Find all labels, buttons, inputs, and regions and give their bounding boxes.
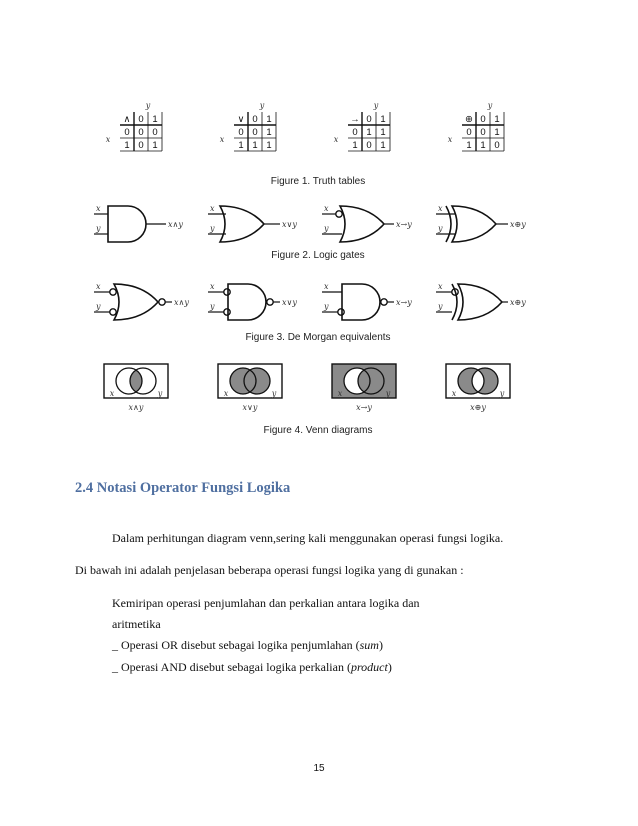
gate-label-x: x — [438, 282, 443, 291]
and-gate — [94, 204, 183, 242]
gate-label-y: y — [210, 302, 215, 311]
list-item-or-term: sum — [359, 638, 379, 652]
truth-table-cell: 1 — [466, 140, 472, 151]
venn-caption-label: x→y — [356, 403, 372, 412]
list-item-and — [112, 660, 392, 675]
truth-table-cell: 1 — [352, 140, 358, 151]
list-item-and-suffix: ) — [387, 660, 392, 674]
truth-table-cell: 0 — [238, 127, 244, 138]
or-gate-body — [220, 206, 264, 242]
implication-gate-body — [340, 206, 384, 242]
demorgan-and-output-label: x∧y — [174, 298, 189, 307]
demorgan-implication-body — [342, 284, 380, 320]
truth-table-operator: → — [350, 114, 360, 125]
demorgan-xor-output-label: x⊕y — [510, 298, 526, 307]
venn-label-y: y — [385, 389, 391, 398]
or-gate — [208, 204, 297, 242]
demorgan-xor-gate — [436, 282, 526, 320]
xor-gate — [436, 204, 526, 242]
truth-table-var-y: y — [373, 101, 379, 110]
list-item-or-suffix: ) — [378, 638, 383, 652]
truth-table-cell: 1 — [494, 127, 500, 138]
list-item-and-prefix: _ Operasi AND disebut sebagai logika perkalian ( — [112, 660, 351, 674]
demorgan-or-gate — [208, 282, 297, 320]
truth-table-cell: 1 — [380, 140, 386, 151]
truth-table-cell: 0 — [152, 127, 158, 138]
truth-table-var-x: x — [219, 135, 225, 144]
truth-table-cell: 1 — [266, 127, 272, 138]
truth-table-header-cell: 0 — [138, 114, 144, 125]
venn-label-x: x — [337, 389, 343, 398]
gate-label-y: y — [438, 224, 443, 233]
gate-label-x: x — [96, 282, 101, 291]
venn-label-y: y — [271, 389, 277, 398]
truth-table-var-y: y — [145, 101, 151, 110]
truth-table-header-cell: 0 — [252, 114, 258, 125]
demorgan-implication-gate — [322, 282, 412, 320]
truth-table-header-cell: 1 — [152, 114, 158, 125]
truth-table-cell: 0 — [138, 127, 144, 138]
demorgan-implication-bubble-out — [381, 299, 387, 305]
truth-table-cell: 0 — [466, 127, 472, 138]
venn-label-y: y — [499, 389, 505, 398]
figures-svg — [90, 96, 546, 442]
paragraph-similarity-cont: aritmetika — [112, 617, 161, 631]
demorgan-or-bubble-out — [267, 299, 273, 305]
gate-label-y: y — [96, 224, 101, 233]
xor-gate-extra-curve — [446, 206, 451, 242]
gate-label-x: x — [210, 282, 215, 291]
gate-label-y: y — [438, 302, 443, 311]
implication-gate-output-label: x→y — [396, 220, 412, 229]
section-heading: 2.4 Notasi Operator Fungsi Logika — [75, 480, 291, 496]
truth-table-header-cell: 1 — [266, 114, 272, 125]
venn-diagram-3 — [332, 364, 396, 412]
and-gate-body — [108, 206, 146, 242]
xor-gate-body — [452, 206, 496, 242]
truth-table-var-y: y — [259, 101, 265, 110]
truth-table-header-cell: 1 — [380, 114, 386, 125]
figure-4-caption: Figure 4. Venn diagrams — [263, 425, 373, 436]
truth-table-cell: 0 — [366, 140, 372, 151]
truth-table-cell: 1 — [124, 140, 130, 151]
paragraph-intro: Dalam perhitungan diagram venn,sering kali menggunakan operasi fungsi logika. — [112, 531, 504, 545]
truth-table-cell: 0 — [480, 127, 486, 138]
list-item-or-prefix: _ Operasi OR disebut sebagai logika penjumlahan ( — [112, 638, 360, 652]
truth-table-header-cell: 0 — [480, 114, 486, 125]
truth-table-cell: 0 — [352, 127, 358, 138]
list-item-or — [112, 638, 383, 653]
implication-gate-bubble — [336, 211, 342, 217]
demorgan-or-bubble-x — [224, 289, 230, 295]
gate-label-x: x — [324, 282, 329, 291]
demorgan-implication-output-label: x→y — [396, 298, 412, 307]
truth-table-3 — [334, 101, 390, 151]
truth-table-cell: 0 — [138, 140, 144, 151]
venn-label-x: x — [223, 389, 229, 398]
truth-table-cell: 1 — [266, 140, 272, 151]
truth-table-cell: 0 — [494, 140, 500, 151]
truth-table-header-cell: 1 — [494, 114, 500, 125]
venn-caption-label: x∨y — [242, 403, 258, 412]
truth-table-var-x: x — [105, 135, 111, 144]
truth-table-cell: 0 — [124, 127, 130, 138]
figure-3-caption: Figure 3. De Morgan equivalents — [245, 332, 391, 343]
venn-label-x: x — [451, 389, 457, 398]
list-item-and-term: product — [350, 660, 388, 674]
venn-label-x: x — [109, 389, 115, 398]
truth-table-1 — [106, 101, 162, 151]
truth-table-4 — [448, 101, 504, 151]
truth-table-operator: ⊕ — [465, 114, 473, 125]
demorgan-or-body — [228, 284, 266, 320]
demorgan-or-output-label: x∨y — [282, 298, 297, 307]
gate-label-y: y — [210, 224, 215, 233]
venn-label-y: y — [157, 389, 163, 398]
gate-label-y: y — [96, 302, 101, 311]
demorgan-and-bubble-x — [110, 289, 116, 295]
or-gate-output-label: x∨y — [282, 220, 297, 229]
demorgan-and-bubble-y — [110, 309, 116, 315]
truth-table-cell: 1 — [152, 140, 158, 151]
paragraph-similarity: Kemiripan operasi penjumlahan dan perkalian antara logika dan — [112, 596, 420, 610]
truth-table-cell: 1 — [480, 140, 486, 151]
truth-table-var-x: x — [447, 135, 453, 144]
gate-label-x: x — [438, 204, 443, 213]
truth-table-cell: 1 — [380, 127, 386, 138]
truth-table-operator: ∧ — [123, 114, 131, 125]
venn-diagram-4 — [446, 364, 510, 412]
paragraph-explanation: Di bawah ini adalah penjelasan beberapa operasi fungsi logika yang di gunakan : — [75, 563, 464, 577]
and-gate-output-label: x∧y — [168, 220, 183, 229]
logic-figures — [90, 96, 546, 442]
demorgan-and-gate — [94, 282, 189, 320]
gate-label-y: y — [324, 302, 329, 311]
gate-label-x: x — [210, 204, 215, 213]
venn-caption-label: x⊕y — [470, 403, 486, 412]
page-number: 15 — [313, 763, 325, 774]
truth-table-2 — [220, 101, 276, 151]
implication-gate — [322, 204, 412, 242]
truth-table-var-y: y — [487, 101, 493, 110]
demorgan-or-bubble-y — [224, 309, 230, 315]
truth-table-cell: 1 — [252, 140, 258, 151]
truth-table-var-x: x — [333, 135, 339, 144]
gate-label-x: x — [96, 204, 101, 213]
venn-diagram-1 — [104, 364, 168, 412]
figure-2-caption: Figure 2. Logic gates — [271, 250, 365, 261]
demorgan-xor-body — [458, 284, 502, 320]
demorgan-implication-bubble-y — [338, 309, 344, 315]
figure-1-caption: Figure 1. Truth tables — [270, 176, 366, 187]
venn-diagram-2 — [218, 364, 282, 412]
truth-table-operator: ∨ — [237, 114, 245, 125]
xor-gate-output-label: x⊕y — [510, 220, 526, 229]
gate-label-x: x — [324, 204, 329, 213]
demorgan-and-body — [114, 284, 158, 320]
truth-table-cell: 1 — [238, 140, 244, 151]
demorgan-and-bubble-out — [159, 299, 165, 305]
gate-label-y: y — [324, 224, 329, 233]
truth-table-header-cell: 0 — [366, 114, 372, 125]
venn-caption-label: x∧y — [128, 403, 144, 412]
truth-table-cell: 0 — [252, 127, 258, 138]
truth-table-cell: 1 — [366, 127, 372, 138]
